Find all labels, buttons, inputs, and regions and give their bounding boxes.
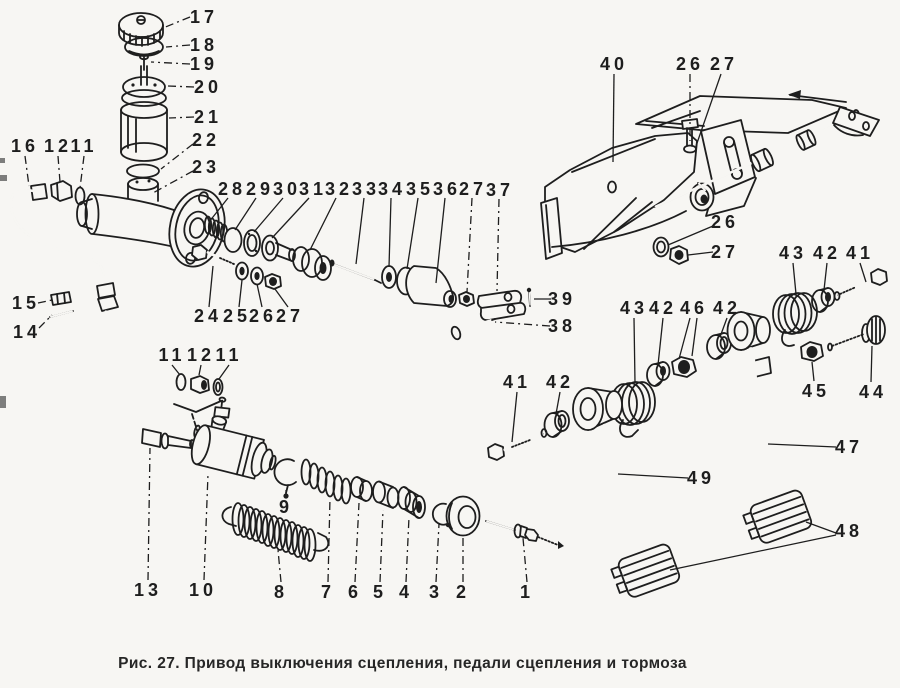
seal-assembly-32 — [293, 247, 331, 280]
leader-line — [670, 535, 836, 570]
leader-line — [679, 318, 690, 359]
leader-line — [148, 448, 150, 580]
cup-6 — [351, 477, 372, 501]
part-label-14: 14 — [12, 322, 42, 342]
nut-27-loose — [670, 246, 688, 264]
pushrod-33 — [330, 260, 382, 284]
bracket-side-panel — [545, 133, 697, 252]
part-label-18: 18 — [189, 35, 219, 55]
leader-line — [497, 199, 499, 291]
leader-line — [389, 198, 391, 267]
part-label-21: 21 — [193, 107, 223, 127]
part-label-33: 33 — [351, 179, 381, 199]
clevis-37 — [478, 291, 525, 320]
nut-46 — [672, 357, 696, 377]
reservoir-group — [119, 13, 167, 178]
part-label-7: 7 — [320, 582, 336, 602]
part-label-38: 38 — [547, 316, 577, 336]
part-label-2: 2 — [455, 582, 471, 602]
part-label-19: 19 — [189, 54, 219, 74]
seal-cup-29 — [225, 228, 242, 252]
leader-line — [658, 318, 663, 365]
part-label-11: 11 — [158, 345, 186, 365]
part-label-42: 42 — [712, 298, 742, 318]
spring-7 — [302, 460, 351, 504]
lock-washer-26 — [251, 268, 263, 285]
leader-line — [668, 226, 713, 245]
brake-pedal-pad — [741, 489, 813, 548]
part-label-5: 5 — [372, 582, 388, 602]
part-label-3: 3 — [428, 582, 444, 602]
leader-line — [871, 346, 872, 382]
leader-line — [275, 289, 288, 307]
part-label-42: 42 — [812, 243, 842, 263]
boot-2 — [447, 497, 480, 536]
part-label-12: 12 — [186, 345, 216, 365]
clip-15 — [51, 292, 71, 305]
leader-line — [169, 117, 194, 118]
part-label-39: 39 — [547, 289, 577, 309]
piston-4 — [398, 487, 425, 518]
bolt-41-left — [488, 429, 547, 460]
piston-31 — [262, 236, 295, 262]
leader-line — [692, 318, 697, 356]
nut-45 — [801, 342, 823, 361]
part-label-49: 49 — [686, 468, 716, 488]
leader-line — [634, 318, 635, 383]
boot-36 — [406, 266, 456, 307]
part-label-35: 35 — [405, 179, 435, 199]
fitting-12-top — [51, 181, 72, 201]
leader-line — [436, 524, 439, 582]
reservoir-body-21 — [121, 90, 167, 161]
leader-line — [151, 62, 190, 64]
leader-line — [25, 156, 29, 186]
pushrod-1 — [486, 521, 564, 549]
leader-line — [523, 538, 527, 582]
part-label-40: 40 — [599, 54, 629, 74]
part-label-27: 27 — [709, 54, 739, 74]
leader-line — [356, 198, 364, 264]
gasket-18 — [125, 38, 163, 56]
part-label-10: 10 — [188, 580, 218, 600]
bushing-42-mid1 — [647, 362, 670, 386]
leader-line — [380, 510, 383, 582]
part-label-29: 29 — [245, 179, 275, 199]
bracket-group — [541, 90, 879, 264]
leader-line — [199, 365, 201, 375]
leader-line — [168, 86, 194, 87]
clevis-pin-38 — [450, 319, 495, 340]
leader-line — [239, 280, 242, 307]
part-label-34: 34 — [377, 179, 407, 199]
washer-34 — [382, 266, 396, 288]
leader-line — [812, 362, 814, 381]
leader-line — [310, 198, 336, 250]
bolt-41-right — [835, 269, 888, 300]
part-label-15: 15 — [11, 293, 41, 313]
part-label-26: 26 — [675, 54, 705, 74]
part-label-43: 43 — [619, 298, 649, 318]
release-parts-row — [222, 459, 564, 561]
hose-top-fitting — [97, 283, 118, 311]
part-label-8: 8 — [273, 582, 289, 602]
bushing-42-right — [812, 288, 835, 312]
part-label-4: 4 — [398, 582, 414, 602]
leader-line — [824, 263, 827, 290]
leader-line — [495, 322, 550, 326]
stop-bolt-44 — [828, 316, 885, 351]
part-label-42: 42 — [545, 372, 575, 392]
leader-line — [806, 522, 836, 533]
washer-26-loose — [654, 238, 669, 257]
part-label-24: 24 — [193, 306, 223, 326]
hose-end-fitting — [142, 429, 194, 449]
part-label-47: 47 — [834, 437, 864, 457]
leader-line — [204, 474, 208, 580]
leader-line — [172, 365, 180, 375]
figure-caption: Рис. 27. Привод выключения сцепления, педали сцепления и тормоза — [118, 655, 687, 672]
part-label-46: 46 — [679, 298, 709, 318]
piston-5 — [373, 482, 399, 509]
leader-line — [467, 198, 472, 292]
leader-line — [254, 198, 283, 232]
leader-line — [219, 365, 229, 379]
leader-line — [257, 284, 262, 307]
part-label-26: 26 — [710, 212, 740, 232]
leader-line — [860, 263, 866, 282]
part-label-1: 1 — [519, 582, 535, 602]
part-label-12: 12 — [43, 136, 73, 156]
part-label-43: 43 — [778, 243, 808, 263]
leader-line — [58, 156, 60, 182]
leader-line — [406, 517, 409, 582]
leader-line — [209, 266, 213, 307]
scan-artifacts — [0, 158, 7, 408]
bushing-42-left — [545, 411, 570, 437]
cotter-pin-39 — [527, 288, 531, 306]
part-label-41: 41 — [845, 243, 875, 263]
circlip-9 — [274, 459, 296, 498]
leader-line — [163, 17, 190, 28]
nut-27-row — [265, 274, 281, 289]
part-label-23: 23 — [191, 157, 221, 177]
part-label-48: 48 — [834, 521, 864, 541]
return-spring-8 — [222, 503, 328, 561]
part-label-20: 20 — [193, 77, 223, 97]
leader-line — [355, 503, 359, 582]
part-label-26: 26 — [248, 306, 278, 326]
leader-line — [166, 45, 190, 47]
part-label-42: 42 — [648, 298, 678, 318]
spring-43-brake — [773, 293, 817, 346]
part-label-17: 17 — [189, 7, 219, 27]
part-label-30: 30 — [272, 179, 302, 199]
hose-13 — [83, 312, 141, 437]
slave-cylinder-group — [187, 393, 288, 483]
part-label-37: 37 — [485, 180, 515, 200]
part-label-36: 36 — [432, 179, 462, 199]
part-label-41: 41 — [502, 372, 532, 392]
seal-ring-22 — [127, 165, 159, 178]
part-label-6: 6 — [347, 582, 363, 602]
part-label-27: 27 — [710, 242, 740, 262]
leader-line — [235, 198, 256, 230]
master-cylinder-group — [77, 178, 232, 272]
part-label-11: 11 — [215, 345, 243, 365]
nut-27-free — [459, 292, 474, 306]
part-label-45: 45 — [801, 381, 831, 401]
leader-line — [80, 156, 84, 188]
leader-line — [768, 444, 836, 447]
part-label-9: 9 — [278, 497, 294, 517]
leader-line — [38, 300, 52, 303]
part-label-28: 28 — [217, 179, 247, 199]
part-label-13: 13 — [133, 580, 163, 600]
clip-14 — [50, 311, 73, 317]
part-label-22: 22 — [191, 130, 221, 150]
part-label-31: 31 — [298, 179, 328, 199]
clutch-pedal-pad — [609, 543, 681, 602]
part-label-44: 44 — [858, 382, 888, 402]
part-label-27: 27 — [275, 306, 305, 326]
leader-line — [793, 263, 796, 294]
part-label-27: 27 — [458, 179, 488, 199]
leader-line — [278, 550, 281, 582]
bracket-right-flange — [833, 107, 879, 136]
leader-line — [618, 474, 688, 478]
part-label-11: 11 — [70, 136, 98, 156]
leader-line — [407, 198, 418, 269]
leader-line — [161, 144, 193, 169]
part-label-32: 32 — [324, 179, 354, 199]
part-label-25: 25 — [222, 306, 252, 326]
washer-25 — [236, 263, 248, 280]
leader-line — [512, 392, 517, 442]
washer-30 — [244, 230, 260, 256]
leader-line — [688, 252, 713, 255]
part-label-16: 16 — [10, 136, 40, 156]
